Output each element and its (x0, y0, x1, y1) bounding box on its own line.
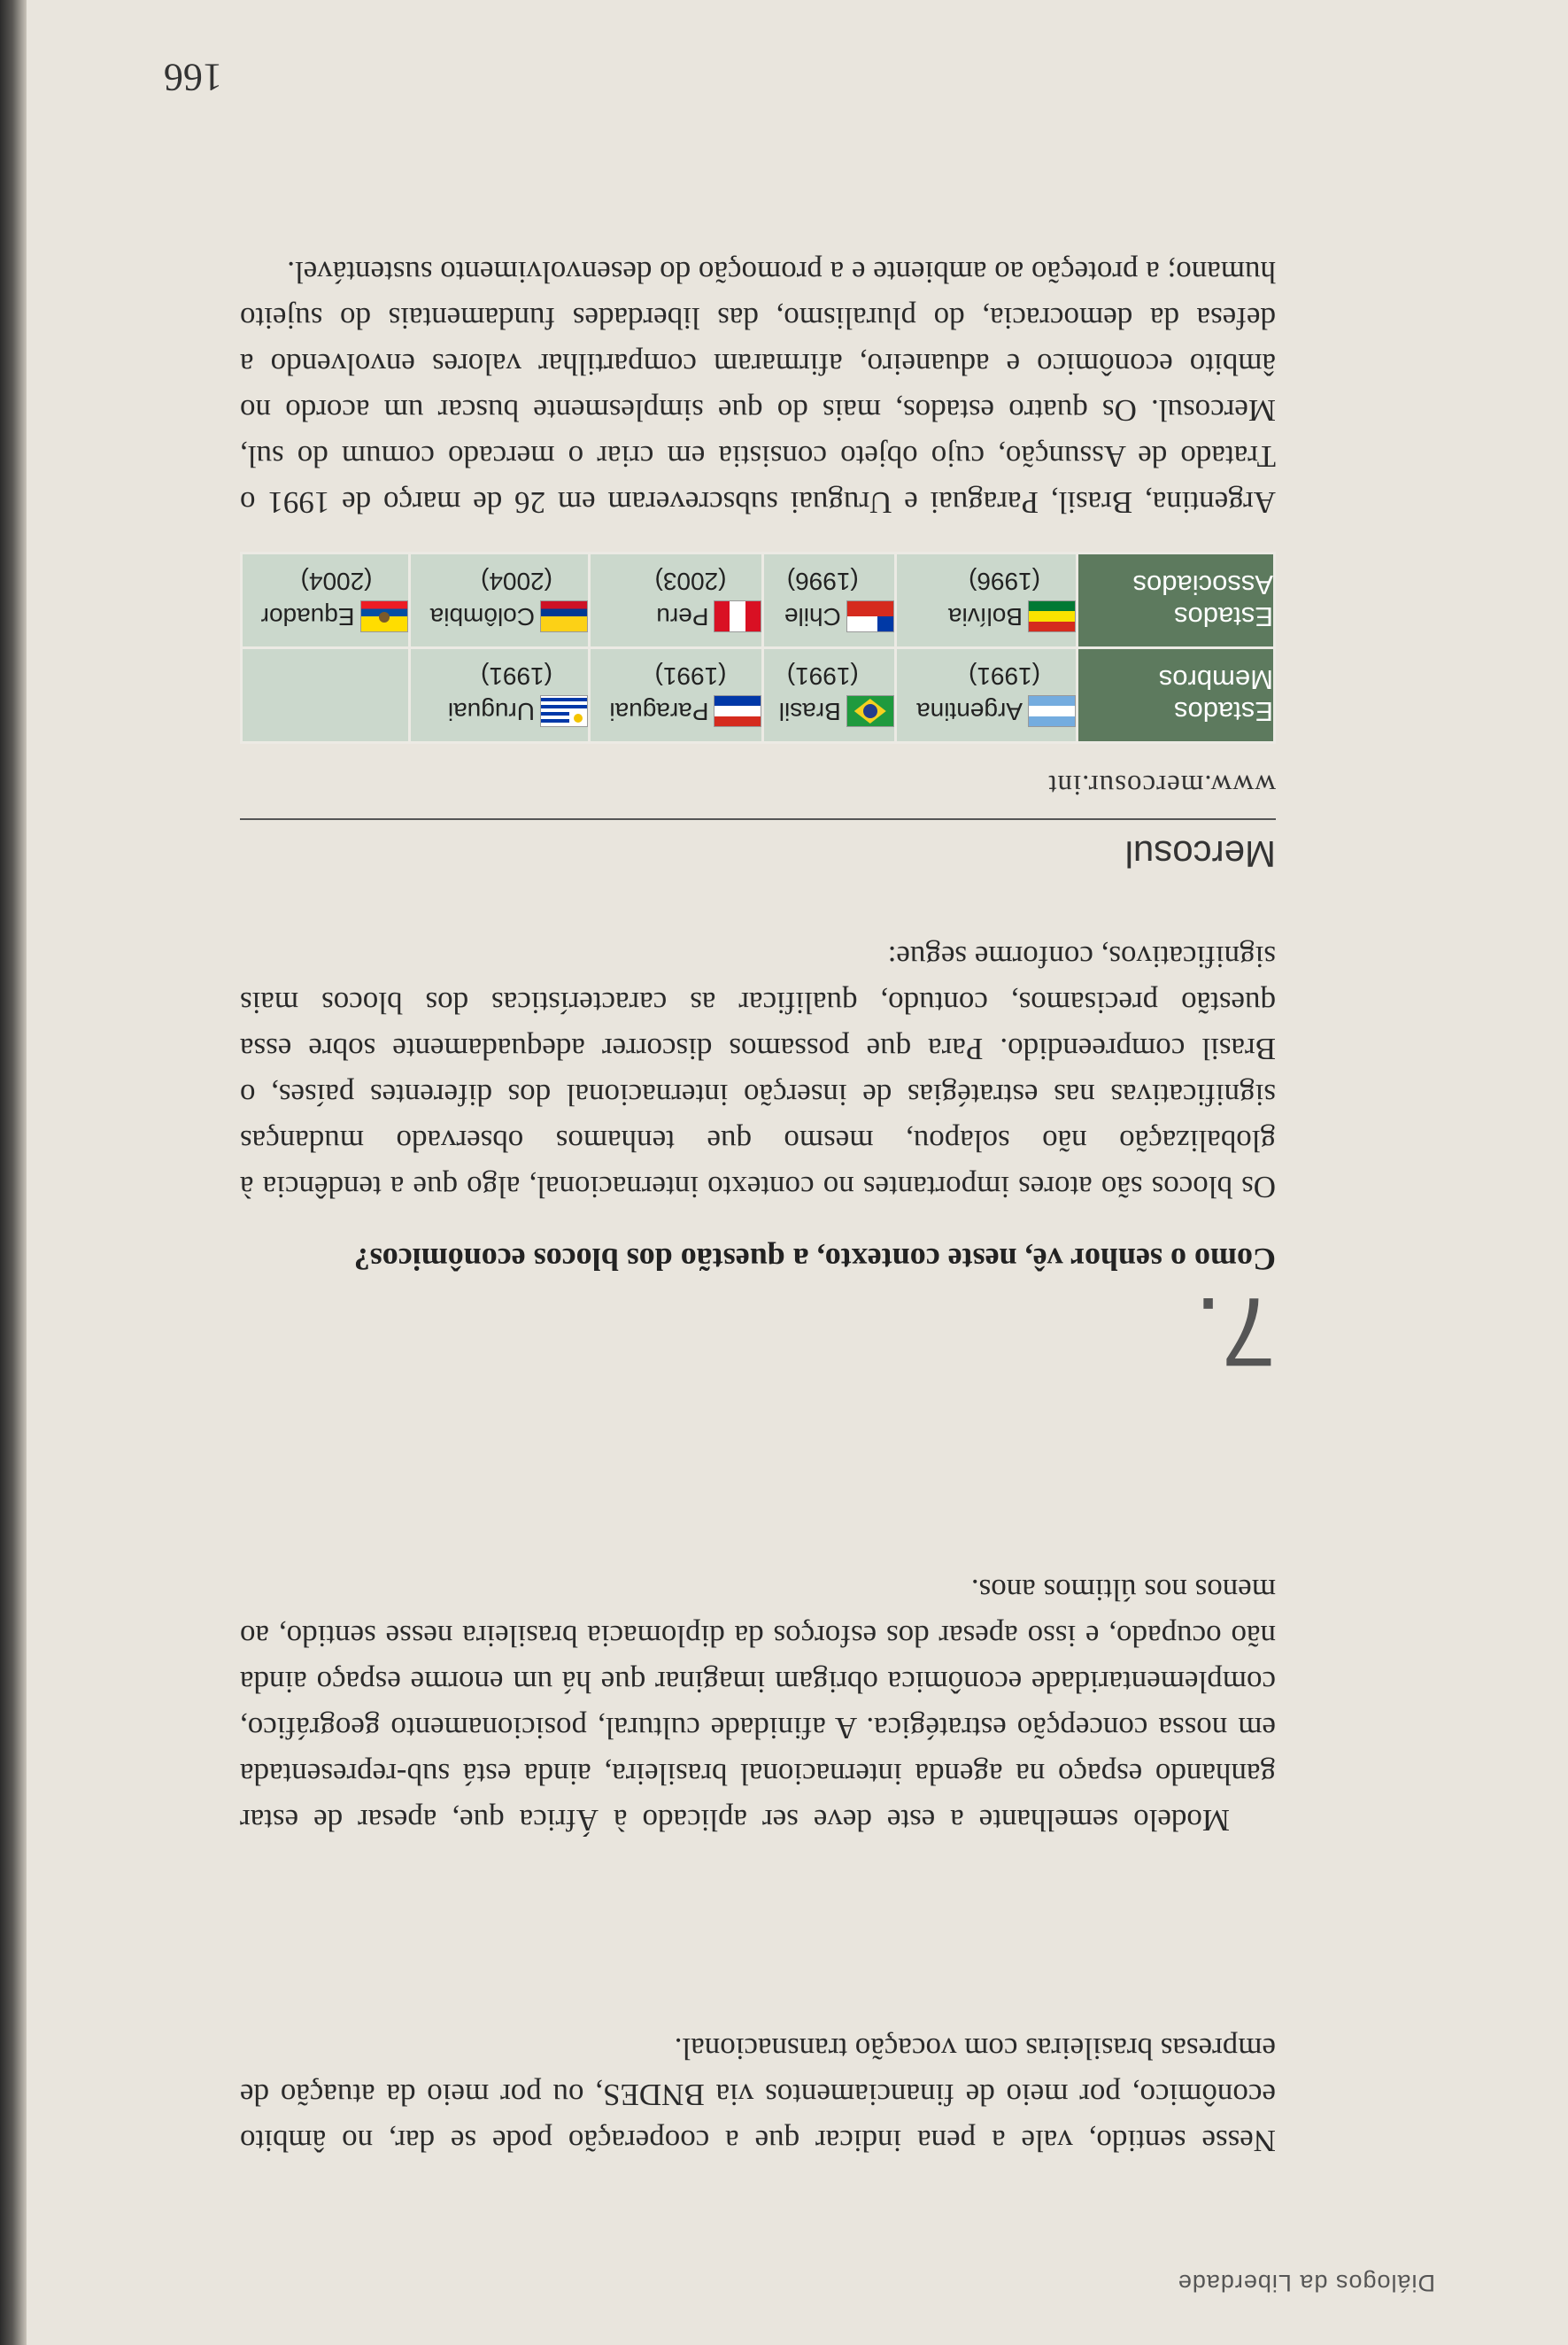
paragraph-cooperation: Nesse sentido, vale a pena indicar que a cooperação pode se dar, no âmbito econômico, por meio de financiamentos via BNDES, ou por meio da atuação de empresas brasileiras com vocação transnacional. (240, 2032, 1276, 2158)
country-name: Peru (656, 603, 709, 631)
country-name: Chile (784, 603, 841, 631)
question-text: Como o senhor vê, neste contexto, a questão dos blocos econômicos? (353, 1242, 1276, 1277)
brazil-flag-icon (846, 695, 894, 727)
associate-cell (409, 553, 589, 648)
colombia-flag-icon (540, 600, 588, 632)
bolivia-flag-icon (1028, 600, 1076, 632)
country-name: Uruguai (447, 698, 535, 725)
empty-cell (242, 648, 410, 743)
peru-flag-icon (714, 600, 761, 632)
associate-cell (242, 553, 410, 648)
member-cell (763, 648, 895, 743)
ecuador-flag-icon (360, 600, 408, 632)
country-name: Argentina (916, 698, 1023, 725)
member-cell (589, 648, 763, 743)
section-divider (240, 818, 1276, 820)
uruguay-flag-icon (540, 695, 588, 727)
associate-cell (589, 553, 763, 648)
mercosul-url: www.mercosur.int (1047, 769, 1276, 801)
join-year: (1996) (969, 568, 1040, 595)
member-cell (409, 648, 589, 743)
paragraph-africa: Modelo semelhante a este deve ser aplicado à África que, apesar de estar ganhando espaço na agenda internacional brasileira, ainda está sub-representada em nossa concepção estratégica. A afinidade cultural, posicionamento geográfico, complementaridade econômica obrigam imaginar que há um enorme espaço ainda não ocupado, e isso apesar dos esforços da diplomacia brasileira nesse sentido, ao menos nos últimos anos. (240, 1573, 1276, 1838)
page-number: 166 (164, 56, 222, 99)
answer-paragraph: Os blocos são atores importantes no contexto internacional, algo que a tendência à globalização não solapou, mesmo que tenhamos observado mudanças significativas nas estratégias de inserção internacional dos diferentes países, o Brasil compreendido. Para que possamos discorrer adequadamente sobre essa questão precisamos, contudo, qualificar as características dos blocos mais significativos, conforme segue: (240, 940, 1276, 1204)
mercosul-paragraph: Argentina, Brasil, Paraguai e Uruguai subscreveram em 26 de março de 1991 o Tratado de Assunção, cujo objeto consistia em criar o mercado comum do sul, Mercosul. Os quatro estados, mais do que simplesmente buscar um acordo no âmbito econômico e aduaneiro, afirmaram compartilhar valores envolvendo a defesa da democracia, do pluralismo, das liberdades fundamentais do sujeito humano; a proteção ao ambiente e a promoção do desenvolvimento sustentável. (240, 255, 1276, 520)
join-year: (1991) (969, 662, 1040, 690)
argentina-flag-icon (1028, 695, 1076, 727)
country-name: Paraguai (609, 698, 709, 725)
country-name: Equador (260, 603, 355, 631)
paraguay-flag-icon (714, 695, 761, 727)
associate-cell (895, 553, 1077, 648)
mercosul-states-table (240, 552, 1276, 744)
join-year: (1991) (481, 662, 552, 690)
join-year: (2003) (654, 568, 727, 595)
members-row (242, 648, 1275, 743)
members-header: Estados Membros (1078, 648, 1275, 743)
country-name: Bolívia (947, 603, 1023, 631)
running-header: Diálogos da Liberdade (1177, 2270, 1435, 2296)
associates-header: Estados Associados (1078, 553, 1275, 648)
associate-cell (763, 553, 895, 648)
join-year: (2004) (481, 568, 552, 595)
join-year: (1996) (786, 568, 859, 595)
country-name: Brasil (778, 698, 841, 725)
join-year: (1991) (786, 662, 859, 690)
chile-flag-icon (846, 600, 894, 632)
member-cell (895, 648, 1077, 743)
mercosul-title: Mercosul (1124, 833, 1276, 875)
country-name: Colômbia (429, 603, 535, 631)
question-number: 7. (1194, 1277, 1276, 1386)
associates-row (242, 553, 1275, 648)
join-year: (1991) (654, 662, 727, 690)
join-year: (2004) (300, 568, 373, 595)
